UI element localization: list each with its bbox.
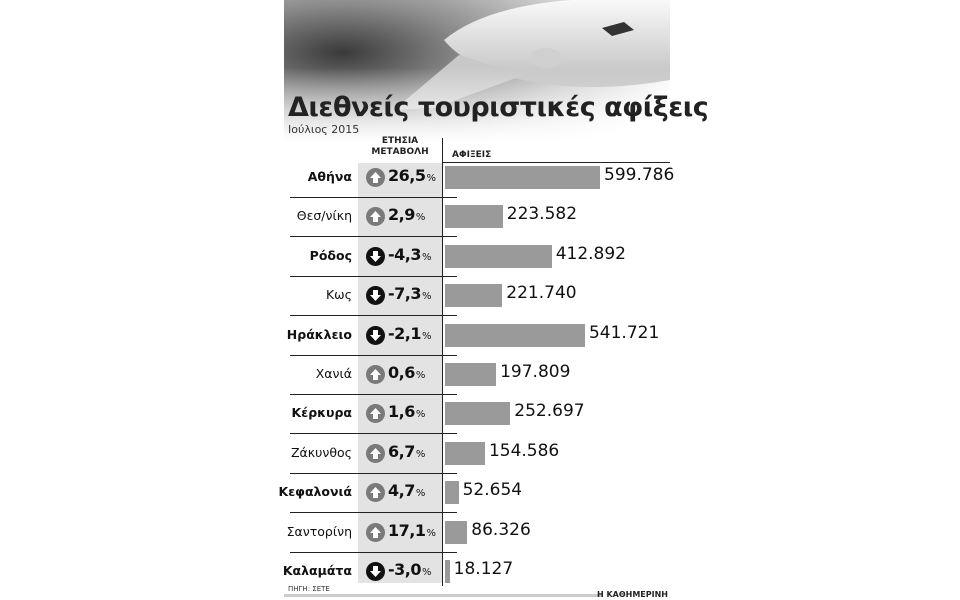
arrivals-bar <box>445 402 510 425</box>
arrivals-bar <box>445 324 585 347</box>
chart-row <box>284 317 670 356</box>
city-label: Ζάκυνθος <box>290 444 352 460</box>
arrivals-value-label: 18.127 <box>453 559 514 579</box>
arrivals-bar <box>445 363 496 386</box>
city-label: Χανιά <box>315 366 352 381</box>
arrivals-bar <box>445 442 485 465</box>
city-label: Κεφαλονιά <box>278 484 352 500</box>
change-value: 1,6% <box>388 402 425 422</box>
arrow-down-icon <box>366 326 385 345</box>
change-value: 4,7% <box>388 481 425 501</box>
change-value: -7,3% <box>388 284 431 304</box>
chart-row <box>278 474 670 513</box>
arrivals-bar <box>445 521 467 544</box>
city-label: Ρόδος <box>309 247 352 263</box>
arrivals-bar <box>445 166 600 189</box>
arrow-up-icon <box>366 404 385 423</box>
chart-subtitle: Ιούλιος 2015 <box>288 123 360 136</box>
change-value: -2,1% <box>388 323 431 343</box>
infographic <box>278 0 709 600</box>
arrow-up-icon <box>366 168 385 187</box>
change-value: 2,9% <box>388 205 425 225</box>
city-label: Σαντορίνη <box>286 523 352 539</box>
arrow-up-icon <box>366 483 385 502</box>
arrivals-bar <box>445 205 503 228</box>
arrivals-value-label: 52.654 <box>462 480 523 501</box>
change-value: -3,0% <box>388 560 431 579</box>
city-label: Καλαμάτα <box>282 563 352 578</box>
chart-row <box>284 435 670 474</box>
city-label: Κως <box>325 287 352 303</box>
change-value: 0,6% <box>388 363 425 382</box>
change-header: ΕΤΗΣΙΑ ΜΕΤΑΒΟΛΗ <box>371 136 429 157</box>
arrivals-header: ΑΦΙΞΕΙΣ <box>452 150 492 160</box>
arrivals-bar <box>445 245 552 268</box>
arrow-up-icon <box>366 365 385 384</box>
city-label: Κέρκυρα <box>291 405 352 421</box>
city-label: Ηράκλειο <box>286 326 352 342</box>
arrow-up-icon <box>366 207 385 226</box>
arrow-down-icon <box>366 562 385 581</box>
chart-row <box>284 514 670 553</box>
arrivals-value-label: 154.586 <box>488 440 560 461</box>
chart-row <box>284 553 670 592</box>
arrivals-value-label: 197.809 <box>500 362 571 382</box>
arrivals-bar <box>445 560 450 583</box>
arrivals-value-label: 86.326 <box>471 519 531 540</box>
arrivals-value-label: 221.740 <box>506 283 577 304</box>
arrow-up-icon <box>366 523 385 542</box>
change-value: 6,7% <box>388 441 425 461</box>
chart-row <box>284 356 670 395</box>
change-value: -4,3% <box>388 244 431 264</box>
chart-row <box>284 238 670 277</box>
change-value: 17,1% <box>388 520 436 540</box>
brand-label: Η ΚΑΘΗΜΕΡΙΝΗ <box>596 590 668 599</box>
arrow-up-icon <box>366 444 385 463</box>
arrow-down-icon <box>366 286 385 305</box>
footer-rule <box>284 594 602 597</box>
chart-row <box>284 159 675 198</box>
arrivals-value-label: 223.582 <box>506 204 578 225</box>
arrivals-bar <box>445 481 459 504</box>
source-note: ΠΗΓΗ: ΣΕΤΕ <box>288 585 330 593</box>
arrivals-value-label: 599.786 <box>604 165 675 185</box>
arrivals-bar <box>445 284 502 307</box>
arrivals-value-label: 412.892 <box>555 243 626 264</box>
chart-title: Διεθνείς τουριστικές αφίξεις <box>288 92 709 123</box>
chart-row <box>284 395 670 434</box>
chart-row <box>284 198 670 237</box>
chart-row <box>284 277 670 316</box>
arrivals-value-label: 252.697 <box>514 401 585 422</box>
city-label: Αθήνα <box>307 169 352 184</box>
city-label: Θεσ/νίκη <box>296 208 352 224</box>
arrivals-value-label: 541.721 <box>588 322 660 343</box>
change-value: 26,5% <box>388 166 436 185</box>
arrow-down-icon <box>366 247 385 266</box>
